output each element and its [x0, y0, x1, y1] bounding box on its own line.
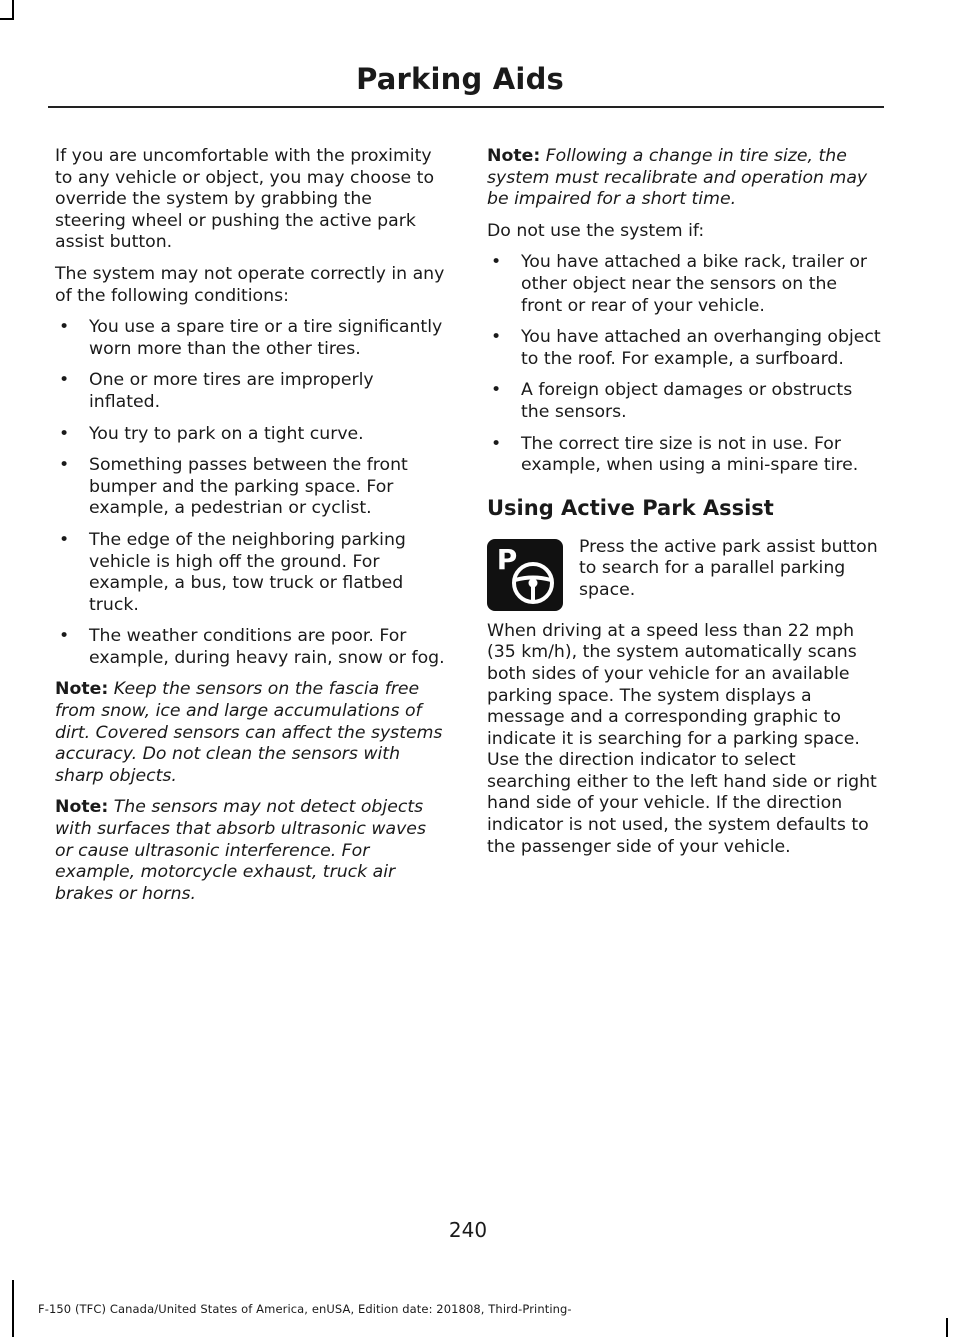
list-item: • A foreign object damages or obstructs the sensors. [487, 380, 881, 423]
donot-list [487, 252, 881, 476]
note-label: Note: [55, 679, 109, 700]
list-item: • You use a spare tire or a tire significantly worn more than the other tires. [55, 317, 447, 360]
park-letter: P [496, 542, 518, 576]
left-column [55, 146, 447, 915]
list-item: • Something passes between the front bumper and the parking space. For example, a pedestrian or cyclist. [55, 455, 447, 520]
note-sensors-fascia [55, 679, 447, 787]
note-label: Note: [55, 797, 109, 818]
note-label: Note: [487, 146, 541, 166]
crop-mark [12, 1280, 14, 1337]
note-text: The sensors may not detect objects with surfaces that absorb ultrasonic waves or cause ultrasonic interference. For example, motorcycle exhaust, truck air brakes or horns. [55, 797, 426, 904]
footer-text: F-150 (TFC) Canada/United States of America, enUSA, Edition date: 201808, Third-Printing- [38, 1302, 572, 1316]
crop-mark [0, 18, 14, 20]
note-text: Keep the sensors on the fascia free from snow, ice and large accumulations of dirt. Covered sensors can affect the systems accuracy. Do not clean the sensors with sharp objects. [55, 679, 443, 786]
list-item: • You have attached a bike rack, trailer or other object near the sensors on the front or rear of your vehicle. [487, 252, 881, 317]
list-item: • You try to park on a tight curve. [55, 424, 447, 446]
page-number: 240 [448, 1218, 488, 1242]
right-column [487, 146, 881, 868]
conditions-list [55, 317, 447, 669]
body-paragraph: When driving at a speed less than 22 mph (35 km/h), the system automatically scans both sides of your vehicle for an available parking space. The system displays a message and a corresponding graphic to indicate it is searching for a parking space. Use the direction indicator to select searching either to the left hand side or right hand side of your vehicle. If the direction indicator is not used, the system defaults to the passenger side of your vehicle. [487, 620, 877, 857]
section-heading: Using Active Park Assist [487, 495, 774, 520]
list-item: • One or more tires are improperly inflated. [55, 370, 447, 413]
note-tire-size [487, 146, 881, 211]
intro-paragraph: If you are uncomfortable with the proximity to any vehicle or object, you may choose to override the system by grabbing the steering wheel or pushing the active park assist button. [55, 146, 435, 253]
icon-description: Press the active park assist button to search for a parallel parking space. [579, 536, 878, 600]
crop-mark [12, 0, 14, 20]
page-title: Parking Aids [356, 62, 564, 96]
list-item: • You have attached an overhanging object to the roof. For example, a surfboard. [487, 327, 881, 370]
donot-lead: Do not use the system if: [487, 220, 705, 241]
conditions-lead: The system may not operate correctly in any of the following conditions: [55, 263, 445, 306]
active-park-assist-icon [487, 539, 563, 611]
icon-instruction [487, 537, 881, 611]
note-sensors-detect [55, 797, 447, 905]
list-item: • The weather conditions are poor. For example, during heavy rain, snow or fog. [55, 626, 447, 669]
note-text: Following a change in tire size, the system must recalibrate and operation may be impaired for a short time. [487, 146, 868, 210]
header-divider [48, 106, 884, 108]
list-item: • The correct tire size is not in use. For example, when using a mini-spare tire. [487, 434, 881, 477]
crop-mark [946, 1318, 948, 1337]
list-item: • The edge of the neighboring parking vehicle is high off the ground. For example, a bus, tow truck or flatbed truck. [55, 530, 447, 616]
